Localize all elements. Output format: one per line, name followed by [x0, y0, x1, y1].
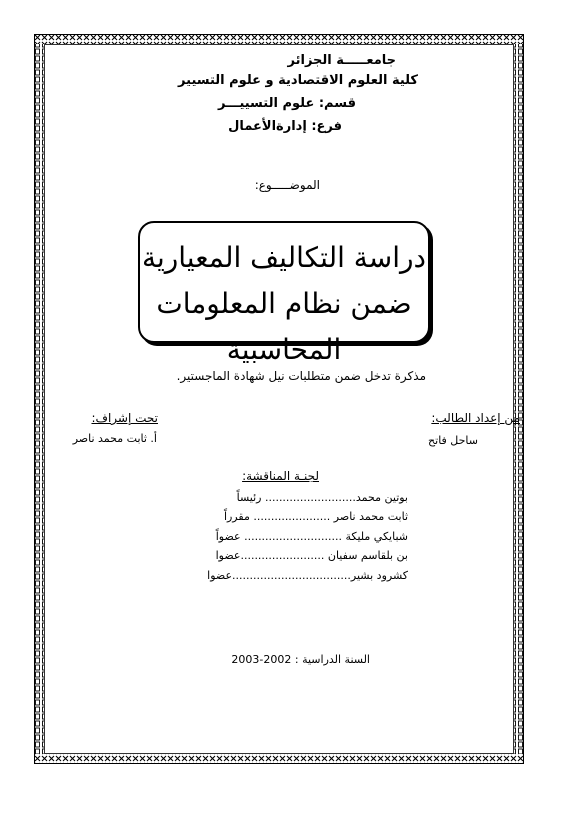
member-role: عضوا	[215, 549, 241, 562]
branch-name: فرع: إدارةالأعمال	[228, 119, 342, 134]
member-name: بن بلقاسم سفيان	[327, 549, 408, 562]
member-name: بوتين محمد	[355, 491, 408, 504]
member-name: ثابت محمد ناصر	[333, 510, 408, 523]
member-name: شبايكي مليكة	[345, 530, 408, 543]
title-line-2: ضمن نظام المعلومات المحاسبية	[156, 287, 412, 366]
supervisor-label: تحت إشراف:	[91, 411, 158, 425]
member-role: رئيساً	[236, 491, 262, 504]
committee-member	[224, 510, 408, 523]
member-dots: ............................	[244, 530, 342, 543]
student-name: ساحل فاتح	[428, 434, 478, 447]
committee-member	[216, 549, 408, 562]
student-label: من إعداد الطالب:	[431, 411, 520, 425]
member-dots: ......................	[253, 510, 331, 523]
committee-member	[237, 491, 408, 504]
committee-member	[216, 530, 408, 543]
academic-year: السنة الدراسية : 2002-2003	[231, 653, 370, 666]
member-role: مقرراً	[223, 510, 250, 523]
member-dots: ..........................	[264, 491, 356, 504]
university-name: جامعـــــة الجزائر	[287, 53, 396, 68]
title-line-1: دراسة التكاليف المعيارية	[141, 241, 427, 274]
topic-label: الموضـــــوع:	[254, 178, 320, 192]
member-dots: ........................	[240, 549, 325, 562]
faculty-name: كلية العلوم الاقتصادية و علوم التسيير	[178, 73, 418, 88]
memo-note: مذكرة تدخل ضمن متطلبات نيل شهادة الماجستير.	[176, 369, 426, 383]
member-role: عضواً	[215, 530, 241, 543]
title-box	[138, 221, 430, 366]
committee-label: لجنـة المناقشة:	[242, 469, 319, 483]
department-name: قسم: علوم التسييـــر	[218, 96, 356, 111]
member-name: كشرود بشير	[350, 569, 408, 582]
member-dots: ..................................	[232, 569, 351, 582]
supervisor-name: أ. ثابت محمد ناصر	[72, 432, 157, 445]
committee-member	[207, 569, 408, 582]
member-role: عضوا	[207, 569, 233, 582]
